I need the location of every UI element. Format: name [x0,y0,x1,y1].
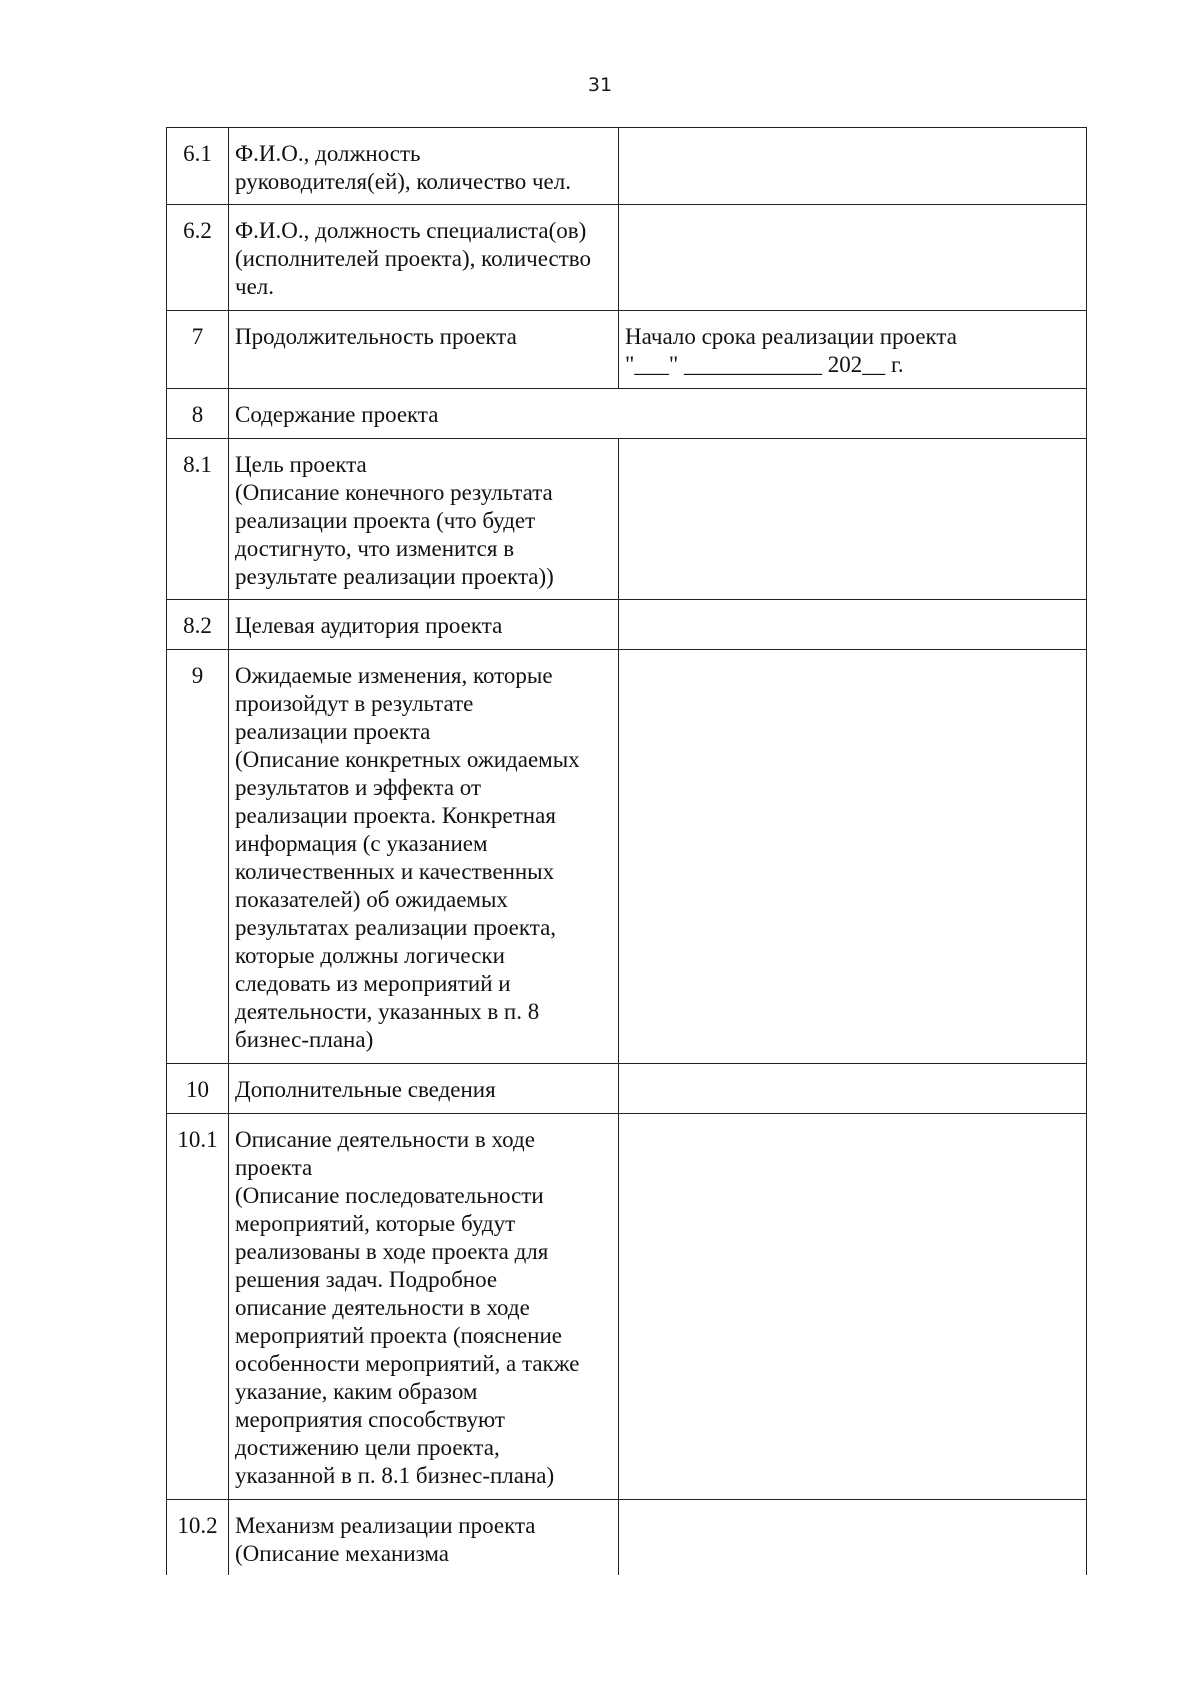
table-row [167,1114,1087,1500]
project-start-date-field[interactable]: Начало срока реализации проекта "___" ____________ 202__ г. [619,311,1087,389]
row-label: Механизм реализации проекта (Описание механизма [229,1500,619,1576]
row-number: 8.2 [167,600,229,650]
table-row [167,439,1087,600]
table-row [167,205,1087,311]
row-label: Описание деятельности в ходе проекта (Описание последовательности мероприятий, которые будут реализованы в ходе проекта для решения задач. Подробное описание деятельности в ходе мероприятий проекта (пояснение особенности мероприятий, а также указание, каким образом мероприятия способствуют достижению цели проекта, указанной в п. 8.1 бизнес-плана) [229,1114,619,1500]
row-number: 10.1 [167,1114,229,1500]
table-row [167,600,1087,650]
project-form-table [166,127,1087,1575]
row-value-field[interactable] [619,1500,1087,1576]
row-label: Цель проекта (Описание конечного результата реализации проекта (что будет достигнуто, что изменится в результате реализации проекта)) [229,439,619,600]
row-value-field[interactable] [619,600,1087,650]
row-number: 6.2 [167,205,229,311]
table-row [167,1064,1087,1114]
row-number: 7 [167,311,229,389]
row-label: Дополнительные сведения [229,1064,619,1114]
row-number: 8 [167,389,229,439]
row-number: 10 [167,1064,229,1114]
row-value-field[interactable] [619,650,1087,1064]
section-heading: Содержание проекта [229,389,1087,439]
row-value-field[interactable] [619,1114,1087,1500]
row-label: Продолжительность проекта [229,311,619,389]
row-number: 8.1 [167,439,229,600]
row-value-field[interactable] [619,1064,1087,1114]
row-number: 6.1 [167,128,229,205]
row-label: Ожидаемые изменения, которые произойдут в результате реализации проекта (Описание конкретных ожидаемых результатов и эффекта от реализации проекта. Конкретная информация (с указанием количественных и качественных показателей) об ожидаемых результатах реализации проекта, которые должны логически следовать из мероприятий и деятельности, указанных в п. 8 бизнес-плана) [229,650,619,1064]
table-row [167,650,1087,1064]
table-row [167,1500,1087,1576]
row-value-field[interactable] [619,128,1087,205]
page-number: 31 [587,74,613,96]
row-value-field[interactable] [619,205,1087,311]
table-row [167,128,1087,205]
row-number: 10.2 [167,1500,229,1576]
table-row [167,311,1087,389]
row-number: 9 [167,650,229,1064]
row-value-field[interactable] [619,439,1087,600]
row-label: Ф.И.О., должность специалиста(ов) (исполнителей проекта), количество чел. [229,205,619,311]
row-label: Целевая аудитория проекта [229,600,619,650]
table-row [167,389,1087,439]
row-label: Ф.И.О., должность руководителя(ей), количество чел. [229,128,619,205]
